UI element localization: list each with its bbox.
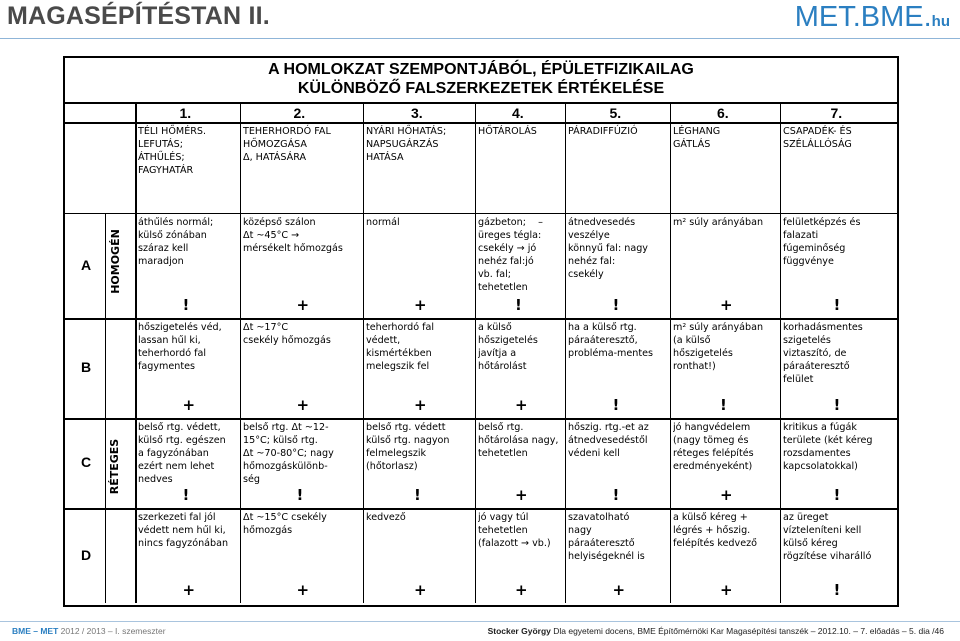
table-cell-text: a külső hőszigetelés javítja a hőtárolást xyxy=(478,322,538,372)
table-cell-text: átnedvesedés veszélye könnyű fal: nagy nehéz fal: csekély xyxy=(568,217,648,280)
footer-author xyxy=(488,626,944,636)
column-number: 3. xyxy=(411,105,423,121)
column-header: HŐTÁROLÁS xyxy=(478,126,537,137)
column-number: 2. xyxy=(293,105,306,121)
table-cell-text: belső rtg. védett külső rtg. nagyon felmelegszik (hőtorlasz) xyxy=(366,422,450,472)
rating-mark: ! xyxy=(833,396,841,414)
column-number: 1. xyxy=(179,105,192,121)
table-cell-text: m² súly arányában xyxy=(673,217,764,228)
column-header: LÉGHANG GÁTLÁS xyxy=(673,126,721,150)
table-cell-text: az üreget vízteleníteni kell külső kéreg rögzítése viharálló xyxy=(783,512,872,562)
table-cell-text: áthűlés normál; külső zónában száraz kell maradjon xyxy=(138,217,214,267)
met-bme-logo[interactable] xyxy=(795,1,950,34)
column-number: 6. xyxy=(717,105,729,121)
rating-mark: ! xyxy=(414,486,421,504)
column-header: CSAPADÉK- ÉS SZÉLÁLLÓSÁG xyxy=(783,126,852,150)
footer-course xyxy=(12,626,166,636)
table-cell-text: belső rtg. hőtárolása nagy, tehetetlen xyxy=(478,422,559,459)
rating-mark: ! xyxy=(612,396,620,414)
rating-mark: + xyxy=(182,581,196,599)
rating-mark: + xyxy=(296,581,310,599)
table-cell-text: Δt ~17°C csekély hőmozgás xyxy=(243,322,331,346)
row-label: C xyxy=(81,454,92,470)
grid-hline xyxy=(65,508,897,510)
rating-mark: ! xyxy=(720,396,727,414)
table-cell-text: korhadásmentes szigetelés viztaszító, de páraáteresztő felület xyxy=(783,322,863,385)
rating-mark: ! xyxy=(182,486,190,504)
table-cell-text: hőszigetelés véd, lassan hűl ki, teherhordó fal fagymentes xyxy=(138,322,222,372)
grid-vline xyxy=(780,102,781,603)
row-label: A xyxy=(81,256,92,273)
row-label: D xyxy=(81,546,92,563)
rating-mark: + xyxy=(720,581,733,599)
grid-vline xyxy=(135,102,137,603)
table-title-line1: A HOMLOKZAT SZEMPONTJÁBÓL, ÉPÜLETFIZIKAILAG xyxy=(268,61,694,78)
grid-hline xyxy=(65,213,897,214)
rating-mark: + xyxy=(720,296,733,314)
rating-mark: ! xyxy=(612,486,620,504)
page-title: MAGASÉPÍTÉSTAN II. xyxy=(7,2,270,30)
grid-vline xyxy=(670,102,671,603)
table-cell-text: teherhordó fal védett, kismértékben melegszik fel xyxy=(366,322,435,372)
logo-suffix: hu xyxy=(931,13,950,30)
row-label: B xyxy=(81,359,92,375)
rating-mark: ! xyxy=(296,486,304,504)
table-cell-text: ha a külső rtg. páraáteresztő, probléma-mentes xyxy=(568,322,654,359)
grid-vline xyxy=(240,102,241,603)
group-label-reteges: RÉTEGES xyxy=(108,438,122,495)
rating-mark: + xyxy=(414,396,427,414)
table-cell-text: kedvező xyxy=(366,512,406,523)
rating-mark: + xyxy=(720,486,733,504)
table-cell-text: kritikus a fúgák területe (két kéreg rozsdamentes kapcsolatokkal) xyxy=(783,422,873,472)
table-cell-text: szerkezeti fal jól védett nem hűl ki, nincs fagyzónában xyxy=(138,512,229,549)
grid-vline xyxy=(565,102,566,603)
grid-vline xyxy=(363,102,364,603)
header-divider xyxy=(0,38,960,39)
rating-mark: + xyxy=(182,396,196,414)
grid-hline xyxy=(65,122,897,124)
rating-mark: ! xyxy=(833,296,841,314)
rating-mark: + xyxy=(296,296,310,314)
table-cell-text: normál xyxy=(366,217,400,228)
grid-vline xyxy=(475,102,476,603)
rating-mark: + xyxy=(515,581,528,599)
table-cell-text: m² súly arányában (a külső hőszigetelés ronthat!) xyxy=(673,322,764,372)
table-cell-text: jó hangvédelem (nagy tömeg és réteges felépítés eredményeként) xyxy=(673,422,754,472)
grid-hline xyxy=(65,102,897,104)
grid-hline xyxy=(65,418,897,420)
table-cell-text: a külső kéreg + légrés + hőszig. felépítés kedvező xyxy=(673,512,758,549)
footer-course-bold: BME – MET xyxy=(12,626,59,636)
table-cell-text: szavatolható nagy páraáteresztő helyiségeknél is xyxy=(568,512,645,562)
column-header: TEHERHORDÓ FAL HŐMOZGÁSA Δ, HATÁSÁRA xyxy=(243,126,331,163)
column-number: 4. xyxy=(512,105,524,121)
table-cell-text: felületképzés és falazati fúgeminőség függvénye xyxy=(783,217,861,267)
rating-mark: ! xyxy=(833,581,841,599)
footer-divider xyxy=(0,621,960,622)
column-number: 7. xyxy=(830,105,843,121)
rating-mark: ! xyxy=(182,296,190,314)
footer-course-rest: 2012 / 2013 – I. szemeszter xyxy=(58,626,166,636)
group-label-homogen: HOMOGÉN xyxy=(108,229,122,294)
rating-mark: + xyxy=(515,486,528,504)
footer-author-bold: Stocker György xyxy=(487,626,551,636)
rating-mark: + xyxy=(296,396,310,414)
table-cell-text: hőszig. rtg.-et az átnedvesedéstől védeni kell xyxy=(568,422,649,459)
table-cell-text: belső rtg. védett, külső rtg. egészen a fagyzónában ezért nem lehet nedves xyxy=(138,422,226,485)
table-cell-text: középső szálon Δt ~45°C → mérsékelt hőmozgás xyxy=(243,217,343,254)
logo-main: MET.BME. xyxy=(794,1,932,33)
footer-author-rest: Dla egyetemi docens, BME Építőmérnöki Kar Magasépítési tanszék – 2012.10. – 7. előadás – 5. dia /46 xyxy=(550,626,944,636)
table-title-line2: KÜLÖNBÖZŐ FALSZERKEZETEK ÉRTÉKELÉSE xyxy=(297,80,665,97)
rating-mark: ! xyxy=(833,486,841,504)
column-number: 5. xyxy=(609,105,622,121)
grid-vline xyxy=(105,213,106,603)
column-header: NYÁRI HŐHATÁS; NAPSUGÁRZÁS HATÁSA xyxy=(366,126,447,163)
rating-mark: + xyxy=(414,581,427,599)
column-header: PÁRADIFFÚZIÓ xyxy=(568,126,638,137)
table-cell-text: belső rtg. Δt ~12- 15°C; külső rtg. Δt ~70-80°C; nagy hőmozgáskülönb- ség xyxy=(243,422,334,485)
rating-mark: + xyxy=(414,296,427,314)
table-cell-text: gázbeton; – üreges tégla: csekély → jó nehéz fal:jó vb. fal; tehetetlen xyxy=(478,217,543,293)
column-header: TÉLI HŐMÉRS. LEFUTÁS; ÁTHŰLÉS; FAGYHATÁR xyxy=(138,126,207,176)
table-cell-text: Δt ~15°C csekély hőmozgás xyxy=(243,512,327,536)
rating-mark: + xyxy=(515,396,528,414)
grid-hline xyxy=(65,318,897,320)
rating-mark: ! xyxy=(612,296,620,314)
evaluation-table xyxy=(63,56,899,607)
rating-mark: ! xyxy=(515,296,522,314)
table-cell-text: jó vagy túl tehetetlen (falazott → vb.) xyxy=(478,512,551,549)
rating-mark: + xyxy=(612,581,626,599)
